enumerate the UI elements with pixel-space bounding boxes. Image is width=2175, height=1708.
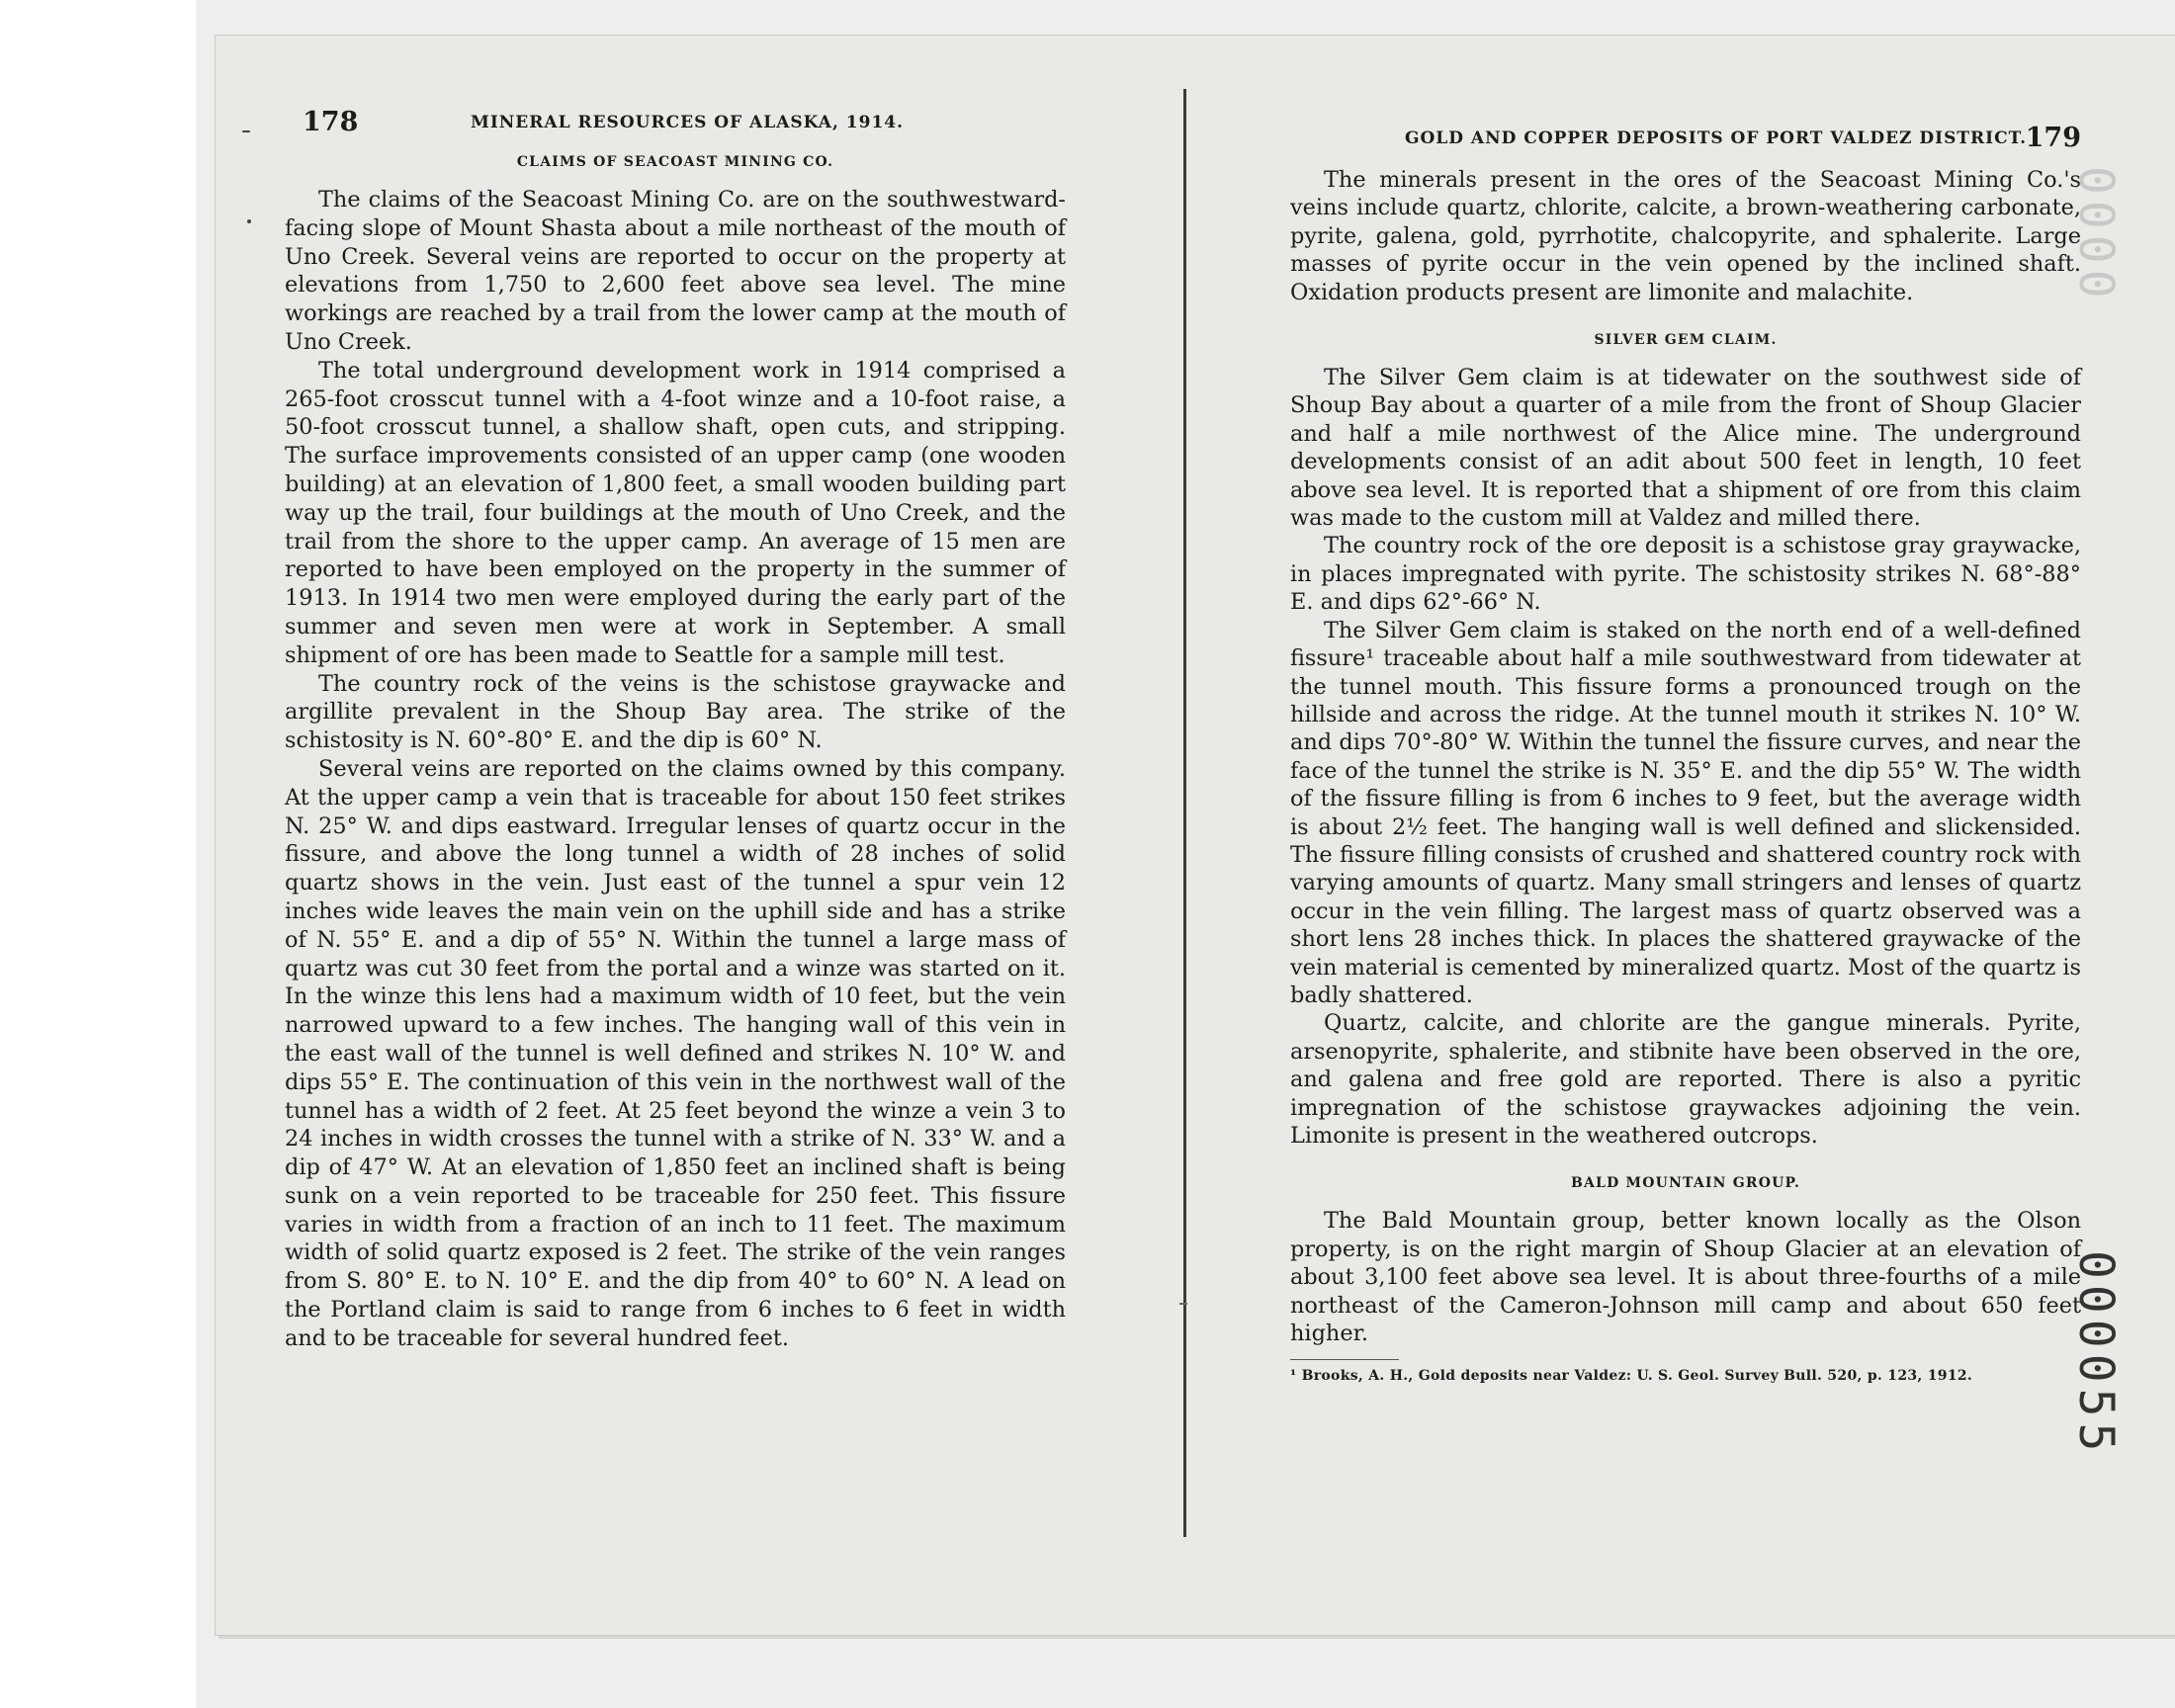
paragraph: The country rock of the ore deposit is a schistose gray graywacke, in places impregnated with pyrite. The schistosity strikes N. 68°-88° E. and dips 62°-66° N. <box>1290 533 2081 616</box>
paragraph: The total underground development work in 1914 comprised a 265-foot crosscut tunnel with a 4-foot winze and a 10-foot raise, a 50-foot crosscut tunnel, a shallow shaft, open cuts, and stripping. The surface improvements consisted of an upper camp (one wooden building) at an elevation of 1,800 feet, a small wooden building part way up the trail, four buildings at the mouth of Uno Creek, and the trail from the shore to the upper camp. An average of 15 men are reported to have been employed on the property in the summer of 1913. In 1914 two men were employed during the early part of the summer and seven men were at work in September. A small shipment of ore has been made to Seattle for a sample mill test. <box>285 357 1066 668</box>
left-running-title: MINERAL RESOURCES OF ALASKA, 1914. <box>471 113 905 132</box>
section-heading-seacoast: CLAIMS OF SEACOAST MINING CO. <box>516 154 834 170</box>
section-heading-bald-mountain: BALD MOUNTAIN GROUP. <box>1570 1175 1801 1192</box>
stamp-number: 000055 <box>2068 1250 2124 1458</box>
gutter-mark <box>1179 1303 1187 1305</box>
right-page <box>1290 123 2081 1384</box>
paragraph: The Bald Mountain group, better known locally as the Olson property, is on the right margin of Shoup Glacier at an elevation of about 3,100 feet above sea level. It is about three-fourths of a mile northeast of the Cameron-Johnson mill camp and about 650 feet higher. <box>1290 1208 2081 1347</box>
paragraph: The minerals present in the ores of the Seacoast Mining Co.'s veins include quartz, chlorite, calcite, a brown-weathering carbonate, pyrite, galena, gold, pyrrhotite, chalcopyrite, and sphalerite. Large masses of pyrite occur in the vein opened by the inclined shaft. Oxidation products present are limonite and malachite. <box>1290 167 2081 305</box>
right-running-head <box>1290 123 2081 158</box>
paragraph: The country rock of the veins is the schistose graywacke and argillite prevalent in the Shoup Bay area. The strike of the schistosity is N. 60°-80° E. and the dip is 60° N. <box>285 670 1066 754</box>
margin-speck <box>242 130 250 132</box>
right-running-title: GOLD AND COPPER DEPOSITS OF PORT VALDEZ DISTRICT. <box>1404 128 2027 148</box>
paragraph: Quartz, calcite, and chlorite are the gangue minerals. Pyrite, arsenopyrite, sphalerite, and stibnite have been observed in the ore, and galena and free gold are reported. There is also a pyritic impregnation of the schistose graywackes adjoining the vein. Limonite is present in the weathered outcrops. <box>1290 1010 2081 1149</box>
left-running-head <box>285 107 1066 142</box>
paragraph: The Silver Gem claim is at tidewater on the southwest side of Shoup Bay about a quarter of a mile from the front of Shoup Glacier and half a mile northwest of the Alice mine. The underground developments consist of an adit about 500 feet in length, 10 feet above sea level. It is reported that a shipment of ore from this claim was made to the custom mill at Valdez and milled there. <box>1290 365 2081 532</box>
page-gutter-line <box>1183 89 1186 1537</box>
footnote-rule <box>1290 1359 1399 1360</box>
paragraph: The Silver Gem claim is staked on the north end of a well-defined fissure¹ traceable about half a mile southwestward from tidewater at the tunnel mouth. This fissure forms a pronounced trough on the hillside and across the ridge. At the tunnel mouth it strikes N. 10° W. and dips 70°-80° W. Within the tunnel the fissure curves, and near the face of the tunnel the strike is N. 35° E. and the dip 55° W. The width of the fissure filling is from 6 inches to 9 feet, but the average width is about 2½ feet. The hanging wall is well defined and slickensided. The fissure filling consists of crushed and shattered country rock with varying amounts of quartz. Many small stringers and lenses of quartz occur in the vein filling. The largest mass of quartz observed was a short lens 28 inches thick. In places the shattered graywacke of the vein material is cemented by mineralized quartz. Most of the quartz is badly shattered. <box>1290 617 2082 1008</box>
margin-speck <box>247 219 251 223</box>
faint-stamp-number: 0000 <box>2068 166 2124 304</box>
left-page <box>285 107 1066 1353</box>
footnote: ¹ Brooks, A. H., Gold deposits near Valdez: U. S. Geol. Survey Bull. 520, p. 123, 1912. <box>1290 1368 1973 1385</box>
paragraph: Several veins are reported on the claims owned by this company. At the upper camp a vein that is traceable for about 150 feet strikes N. 25° W. and dips eastward. Irregular lenses of quartz occur in the fissure, and above the long tunnel a width of 28 inches of solid quartz shows in the vein. Just east of the tunnel a spur vein 12 inches wide leaves the main vein on the uphill side and has a strike of N. 55° E. and a dip of 55° N. Within the tunnel a large mass of quartz was cut 30 feet from the portal and a winze was started on it. In the winze this lens had a maximum width of 10 feet, but the vein narrowed upward to a few inches. The hanging wall of this vein in the east wall of the tunnel is well defined and strikes N. 10° W. and dips 55° E. The continuation of this vein in the northwest wall of the tunnel has a width of 2 feet. At 25 feet beyond the winze a vein 3 to 24 inches in width crosses the tunnel with a strike of N. 33° W. and a dip of 47° W. At an elevation of 1,850 feet an inclined shaft is being sunk on a vein reported to be traceable for 250 feet. This fissure varies in width from a fraction of an inch to 11 feet. The maximum width of solid quartz exposed is 2 feet. The strike of the vein ranges from S. 80° E. to N. 10° E. and the dip from 40° to 60° N. A lead on the Portland claim is said to range from 6 inches to 6 feet in width and to be traceable for several hundred feet. <box>285 755 1066 1351</box>
left-page-number: 178 <box>303 107 359 137</box>
paragraph: The claims of the Seacoast Mining Co. are on the southwestward-facing slope of Mount Shasta about a mile northeast of the mouth of Uno Creek. Several veins are reported to occur on the property at elevations from 1,750 to 2,600 feet above sea level. The mine workings are reached by a trail from the lower camp at the mouth of Uno Creek. <box>285 187 1066 355</box>
section-heading-silver-gem: SILVER GEM CLAIM. <box>1594 332 1778 349</box>
right-page-number: 179 <box>2025 123 2081 153</box>
